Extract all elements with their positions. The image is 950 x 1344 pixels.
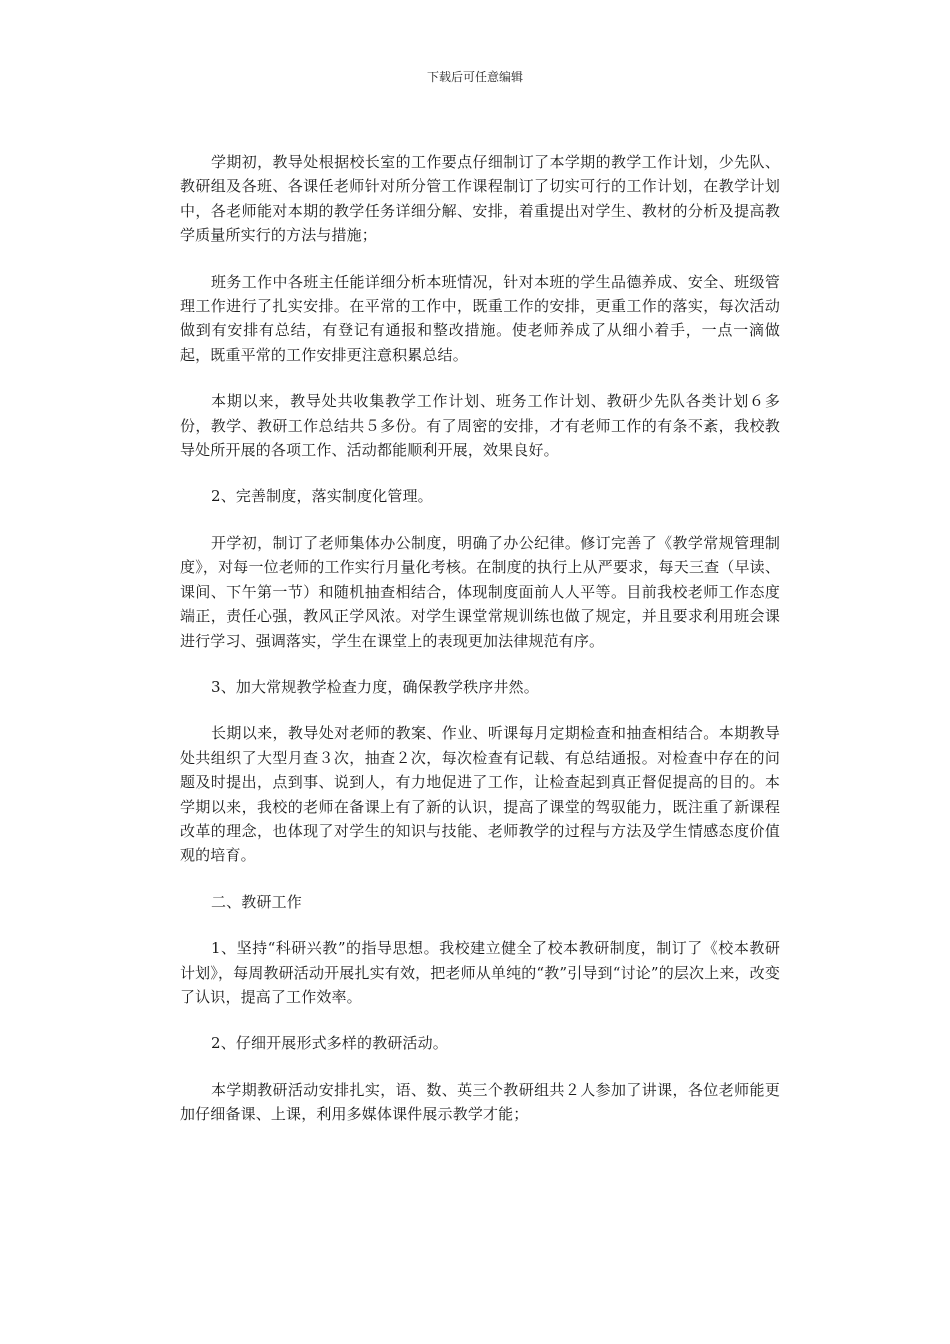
page-header: 下载后可任意编辑: [426, 70, 523, 84]
section-heading-research-work: 二、教研工作: [211, 892, 302, 911]
paragraph-research-guidance: 1、坚持“科研兴教”的指导思想。我校建立健全了校本教研制度，制订了《校本教研计划》，每周教研活动开展扎实有效，把老师从单纯的“教”引导到“讨论”的层次上来，改变了认识，提高了工作效率。: [180, 939, 780, 1006]
paragraph-office-rules: 开学初，制订了老师集体办公制度，明确了办公纪律。修订完善了《教学常规管理制度》，对每一位老师的工作实行月量化考核。在制度的执行上从严要求，每天三查（早读、课间、下午第一节）和随机抽查相结合，体现制度面前人人平等。目前我校老师工作态度端正，责任心强，教风正学风浓。对学生课堂常规训练也做了规定，并且要求利用班会课进行学习、强调落实，学生在课堂上的表现更加法律规范有序。: [180, 533, 780, 650]
paragraph-class-management: 班务工作中各班主任能详细分析本班情况，针对本班的学生品德养成、安全、班级管理工作进行了扎实安排。在平常的工作中，既重工作的安排，更重工作的落实，每次活动做到有安排有总结，有登记有通报和整改措施。使老师养成了从细小着手，一点一滴做起，既重平常的工作安排更注意积累总结。: [180, 272, 780, 364]
section-heading-research-activities: 2、仔细开展形式多样的教研活动。: [211, 1034, 448, 1053]
paragraph-inspection-details: 长期以来，教导处对老师的教案、作业、听课每月定期检查和抽查相结合。本期教导处共组织了大型月查３次，抽查２次，每次检查有记载、有总结通报。对检查中存在的问题及时提出，点到事、说到人，有力地促进了工作，让检查起到真正督促提高的目的。本学期以来，我校的老师在备课上有了新的认识，提高了课堂的驾驭能力，既注重了新课程改革的理念，也体现了对学生的知识与技能、老师教学的过程与方法及学生情感态度价值观的培育。: [180, 724, 780, 865]
section-heading-inspection: 3、加大常规教学检查力度，确保教学秩序井然。: [211, 677, 539, 696]
section-heading-improve-system: 2、完善制度，落实制度化管理。: [211, 487, 433, 506]
paragraph-research-activities: 本学期教研活动安排扎实，语、数、英三个教研组共２人参加了讲课，各位老师能更加仔细备课、上课，利用多媒体课件展示教学才能；: [180, 1080, 780, 1124]
paragraph-plans-collected: 本期以来，教导处共收集教学工作计划、班务工作计划、教研少先队各类计划６多份，教学、教研工作总结共５多份。有了周密的安排，才有老师工作的有条不紊，我校教导处所开展的各项工作、活动都能顺利开展，效果良好。: [180, 392, 780, 460]
paragraph-teaching-plans: 学期初，教导处根据校长室的工作要点仔细制订了本学期的教学工作计划，少先队、教研组及各班、各课任老师针对所分管工作课程制订了切实可行的工作计划，在教学计划中，各老师能对本期的教学任务详细分解、安排，着重提出对学生、教材的分析及提高教学质量所实行的方法与措施；: [180, 153, 780, 245]
document-body: [180, 150, 780, 1149]
